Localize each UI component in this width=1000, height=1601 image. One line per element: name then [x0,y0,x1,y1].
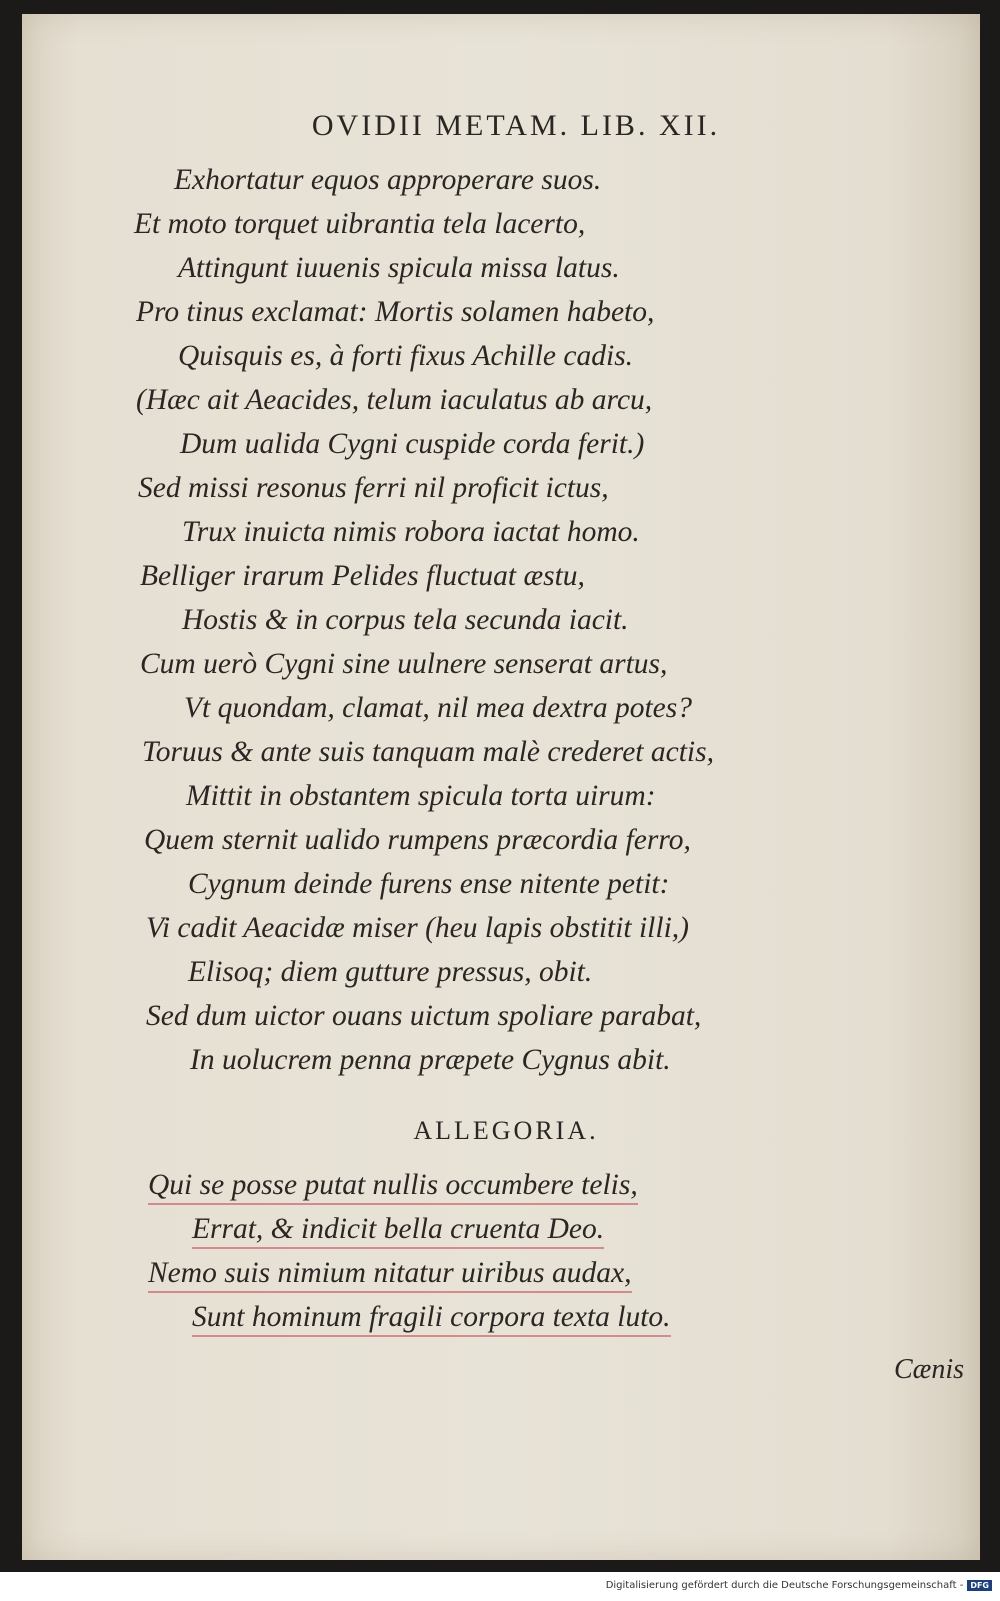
verse-line: Sed missi resonus ferri nil proficit ictus, [138,472,609,504]
verse-line: Dum ualida Cygni cuspide corda ferit.) [180,428,645,460]
verse-line: Elisoq; diem gutture pressus, obit. [188,956,593,988]
verse-line: Et moto torquet uibrantia tela lacerto, [134,208,586,240]
allegoria-line: Sunt hominum fragili corpora texta luto. [192,1301,671,1337]
allegoria-heading: ALLEGORIA. [413,1116,599,1145]
digitization-footer [606,1580,992,1591]
verse-line: Exhortatur equos approperare suos. [174,164,602,196]
running-head: OVIDII METAM. LIB. XII. [311,109,721,142]
verse-line: (Hæc ait Aeacides, telum iaculatus ab arcu, [136,384,653,416]
verse-line: In uolucrem penna præpete Cygnus abit. [190,1044,671,1076]
verse-line: Cygnum deinde furens ense nitente petit: [188,868,670,900]
allegoria-line: Nemo suis nimium nitatur uiribus audax, [148,1257,632,1293]
dfg-logo-icon: DFG [967,1580,992,1591]
verse-line: Toruus & ante suis tanquam malè crederet actis, [142,736,714,768]
catchword: Cænis [894,1354,965,1385]
verse-line: Attingunt iuuenis spicula missa latus. [178,252,620,284]
allegoria-line: Qui se posse putat nullis occumbere telis, [148,1169,638,1205]
verse-line: Belliger irarum Pelides fluctuat æstu, [140,560,585,592]
allegoria-line: Errat, & indicit bella cruenta Deo. [192,1213,604,1249]
verse-line: Vt quondam, clamat, nil mea dextra potes? [184,692,692,724]
verse-line: Quisquis es, à forti fixus Achille cadis. [178,340,634,372]
verse-line: Hostis & in corpus tela secunda iacit. [182,604,629,636]
verse-line: Sed dum uictor ouans uictum spoliare parabat, [146,1000,702,1032]
footer-text: Digitalisierung gefördert durch die Deutsche Forschungsgemeinschaft - [605,1580,964,1591]
verse-line: Pro tinus exclamat: Mortis solamen habeto, [136,296,655,328]
verse-line: Trux inuicta nimis robora iactat homo. [182,516,640,548]
verse-line: Cum uerò Cygni sine uulnere senserat artus, [140,648,668,680]
verse-line: Quem sternit ualido rumpens præcordia ferro, [144,824,691,856]
verse-line: Mittit in obstantem spicula torta uirum: [186,780,656,812]
verse-line: Vi cadit Aeacidæ miser (heu lapis obstitit illi,) [146,912,689,944]
book-page [22,14,980,1560]
